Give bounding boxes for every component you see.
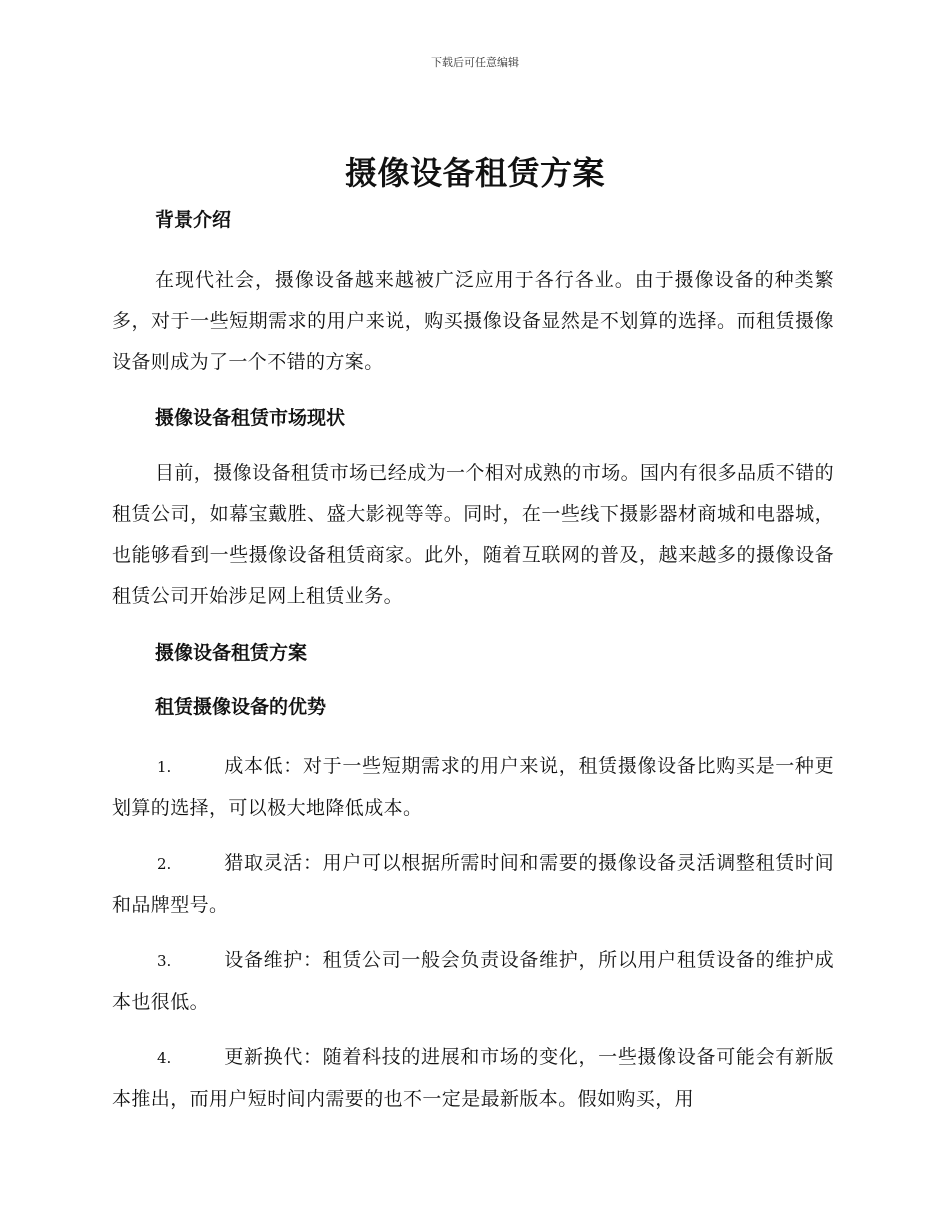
list-item-number: 4.	[157, 1049, 172, 1067]
heading-background: 背景介绍	[155, 209, 232, 231]
header-note: 下载后可任意编辑	[431, 56, 519, 69]
list-item	[112, 940, 834, 1023]
list-item-text: 成本低：对于一些短期需求的用户来说，租赁摄像设备比购买是一种更划算的选择，可以极大地降低成本。	[112, 755, 834, 819]
heading-market: 摄像设备租赁市场现状	[155, 407, 346, 429]
list-item-number: 3.	[157, 952, 172, 970]
heading-advantages: 租赁摄像设备的优势	[155, 696, 327, 718]
paragraph-background: 在现代社会，摄像设备越来越被广泛应用于各行各业。由于摄像设备的种类繁多，对于一些短期需求的用户来说，购买摄像设备显然是不划算的选择。而租赁摄像设备则成为了一个不错的方案。	[112, 269, 834, 373]
list-item	[112, 843, 834, 926]
paragraph-market: 目前，摄像设备租赁市场已经成为一个相对成熟的市场。国内有很多品质不错的租赁公司，如幕宝戴胜、盛大影视等等。同时，在一些线下摄影器材商城和电器城，也能够看到一些摄像设备租赁商家。此外，随着互联网的普及，越来越多的摄像设备租赁公司开始涉足网上租赁业务。	[112, 462, 835, 607]
list-item	[112, 1037, 834, 1120]
list-item-text: 猎取灵活：用户可以根据所需时间和需要的摄像设备灵活调整租赁时间和品牌型号。	[112, 852, 834, 916]
heading-plan: 摄像设备租赁方案	[155, 642, 308, 664]
page-title: 摄像设备租赁方案	[344, 154, 605, 192]
list-item-number: 2.	[157, 855, 172, 873]
list-item-number: 1.	[157, 758, 172, 776]
document-body	[112, 205, 834, 1120]
list-item-text: 更新换代：随着科技的进展和市场的变化，一些摄像设备可能会有新版本推出，而用户短时间内需要的也不一定是最新版本。假如购买，用	[112, 1046, 834, 1110]
list-item-text: 设备维护：租赁公司一般会负责设备维护，所以用户租赁设备的维护成本也很低。	[112, 949, 834, 1013]
list-item	[112, 746, 834, 829]
